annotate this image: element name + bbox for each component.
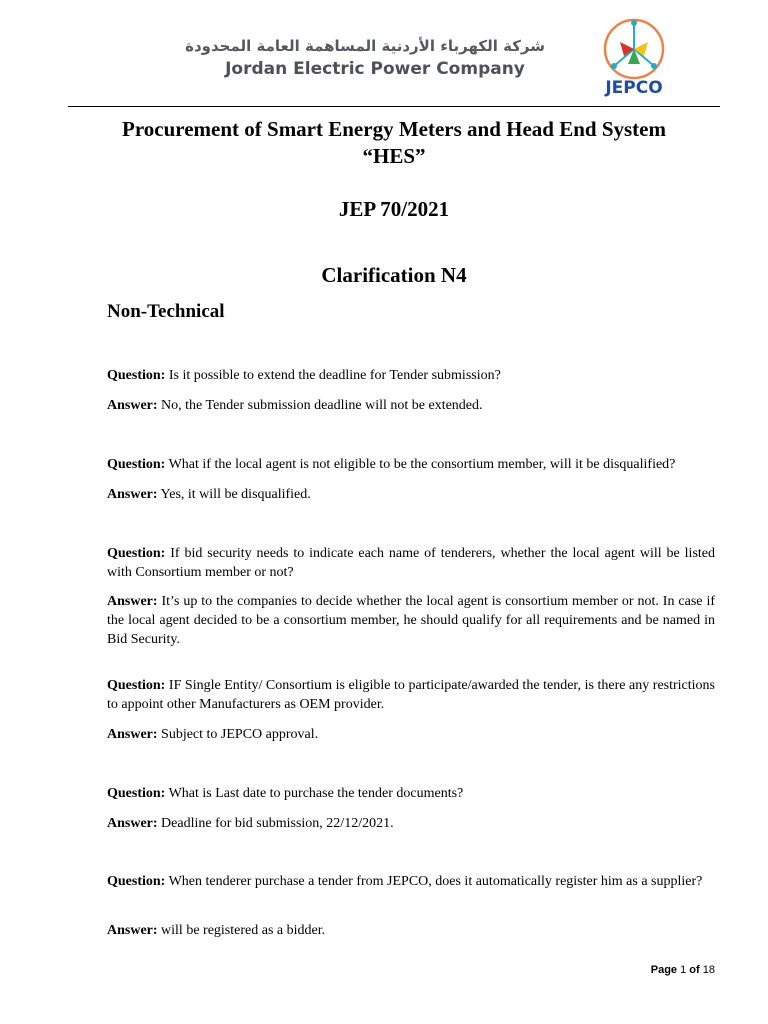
question-1 [107,366,715,385]
jepco-emblem-icon [594,16,674,80]
logo-wordmark: JEPCO [605,78,663,98]
header-divider [68,106,720,107]
question-text: If bid security needs to indicate each name of tenderers, whether the local agent will be listed with Consortium member or not? [107,546,716,580]
clarification-heading: Clarification N4 [321,263,467,287]
question-text: What if the local agent is not eligible to be the consortium member, will it be disqualified? [168,457,676,472]
question-label: Question: [107,368,166,383]
jepco-logo [594,16,674,102]
question-2 [107,455,715,474]
header-english-company-name: Jordan Electric Power Company [225,59,525,79]
header-arabic-company-name: شركة الكهرباء الأردنية المساهمة العامة المحدودة [185,37,545,55]
tender-number: JEP 70/2021 [338,197,450,221]
question-label: Question: [107,678,166,693]
page-current: 1 [680,964,687,976]
answer-text: Yes, it will be disqualified. [160,487,311,502]
question-label: Question: [107,546,166,561]
answer-3 [107,592,715,649]
page-footer [560,962,715,978]
answer-label: Answer: [107,816,158,831]
answer-label: Answer: [107,487,158,502]
question-text: Is it possible to extend the deadline for Tender submission? [168,368,501,383]
of-label: of [689,964,700,976]
question-text: What is Last date to purchase the tender documents? [168,786,464,801]
answer-text: will be registered as a bidder. [161,923,326,938]
answer-6 [107,921,715,940]
answer-2 [107,485,715,504]
question-label: Question: [107,457,166,472]
answer-text: Deadline for bid submission, 22/12/2021. [161,816,394,831]
page-label: Page [650,964,678,976]
question-6 [107,872,715,891]
answer-label: Answer: [107,594,158,609]
answer-label: Answer: [107,727,158,742]
answer-1 [107,396,715,415]
title-line-2: “HES” [362,144,426,168]
question-3 [107,544,715,582]
page-total: 18 [702,964,715,976]
question-5 [107,784,715,803]
answer-5 [107,814,715,833]
section-heading: Non-Technical [107,301,225,322]
answer-text: Subject to JEPCO approval. [161,727,319,742]
answer-text: No, the Tender submission deadline will not be extended. [161,398,483,413]
answer-text: It’s up to the companies to decide whether the local agent is consortium member or not. In case if the local agent decided to be a consortium member, he should qualify for all requirements and be named in Bid Security. [107,594,715,647]
answer-4 [107,725,715,744]
question-text: When tenderer purchase a tender from JEPCO, does it automatically register him as a supplier? [168,874,703,889]
title-line-1: Procurement of Smart Energy Meters and Head End System [122,117,666,141]
question-label: Question: [107,874,166,889]
document-title [68,116,720,170]
answer-label: Answer: [107,923,158,938]
question-label: Question: [107,786,166,801]
question-4 [107,676,715,714]
answer-label: Answer: [107,398,158,413]
question-text: IF Single Entity/ Consortium is eligible to participate/awarded the tender, is there any restrictions to appoint other Manufacturers as OEM provider. [107,678,715,712]
